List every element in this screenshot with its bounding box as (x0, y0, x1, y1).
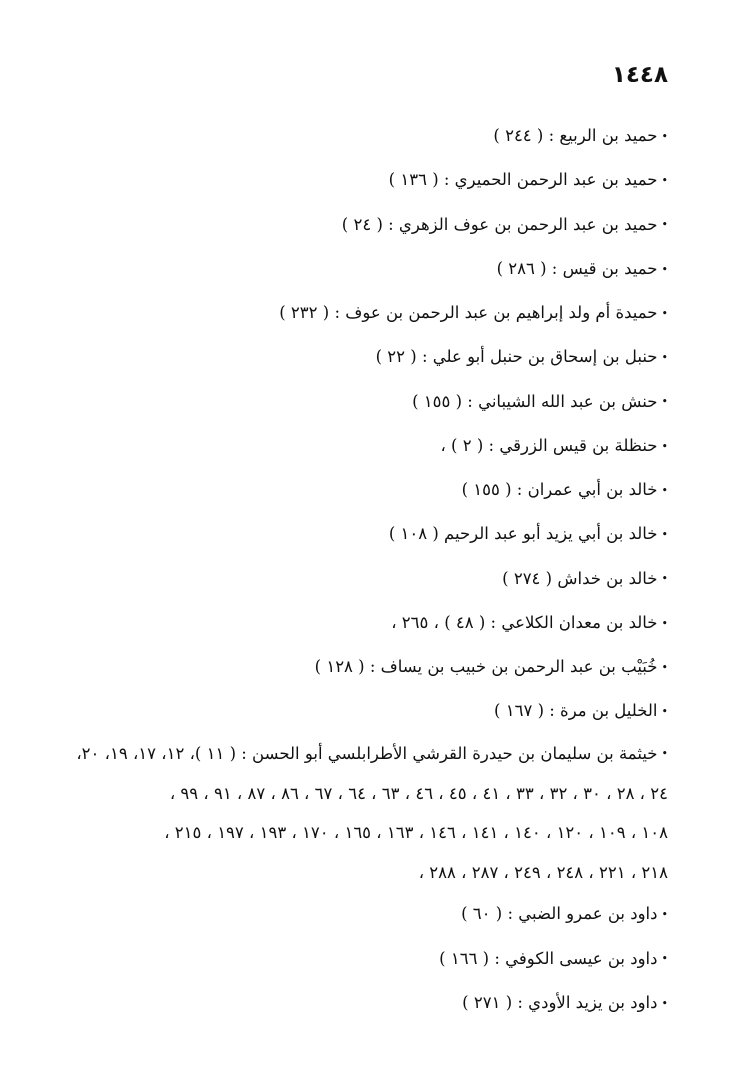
index-entry (78, 892, 668, 936)
bullet-icon: • (661, 306, 668, 320)
bullet-icon: • (661, 996, 668, 1010)
index-entry (78, 203, 668, 247)
index-entry (78, 557, 668, 601)
index-entry (78, 981, 668, 1025)
entry-text: داود بن يزيد الأودي : ( ٢٧١ ) (462, 992, 658, 1012)
entry-text: داود بن عمرو الضبي : ( ٦٠ ) (461, 904, 658, 924)
entry-text: داود بن عيسى الكوفي : ( ١٦٦ ) (439, 948, 658, 968)
entry-text: حميد بن الربيع : ( ٢٤٤ ) (493, 126, 658, 145)
entry-text: خيثمة بن سليمان بن حيدرة القرشي الأطرابلسي أبو الحسن : ( ١١ )، ١٢، ١٧، ١٩، ٢٠، (76, 743, 658, 763)
index-entry (78, 424, 668, 468)
entry-text: حميد بن قيس : ( ٢٨٦ ) (496, 258, 658, 278)
index-entry (78, 158, 668, 202)
entry-line: ٢٤ ، ٢٨ ، ٣٠ ، ٣٢ ، ٣٣ ، ٤١ ، ٤٥ ، ٤٦ ، ٦٣ ، ٦٤ ، ٦٧ ، ٨٦ ، ٨٧ ، ٩١ ، ٩٩ ، (169, 783, 668, 803)
index-entry-long (78, 734, 668, 893)
index-entry (78, 689, 668, 733)
bullet-icon: • (661, 174, 668, 187)
bullet-icon: • (661, 908, 668, 921)
entry-text: خالد بن خداش ( ٢٧٤ ) (502, 568, 658, 588)
bullet-icon: • (661, 129, 668, 143)
index-entry (78, 937, 668, 981)
entry-text: حميد بن عبد الرحمن بن عوف الزهري : ( ٢٤ ) (341, 214, 658, 234)
bullet-icon: • (661, 218, 668, 232)
bullet-icon: • (661, 616, 668, 630)
bullet-icon: • (661, 395, 668, 409)
page-number: ١٤٤٨ (611, 62, 668, 88)
entry-text: حميد بن عبد الرحمن الحميري : ( ١٣٦ ) (388, 170, 658, 190)
index-entry (78, 335, 668, 379)
index-entry (78, 291, 668, 335)
bullet-icon: • (661, 351, 668, 364)
index-entry (78, 512, 668, 556)
entry-text: الخليل بن مرة : ( ١٦٧ ) (494, 701, 658, 721)
entry-text: خالد بن أبي يزيد أبو عبد الرحيم ( ١٠٨ ) (388, 524, 658, 544)
bullet-icon: • (661, 952, 668, 966)
index-entry (78, 247, 668, 291)
name-index-list (78, 114, 668, 1025)
entry-text: خالد بن معدان الكلاعي : ( ٤٨ ) ، ٢٦٥ ، (391, 612, 658, 632)
bullet-icon: • (661, 705, 668, 718)
bullet-icon: • (661, 439, 668, 453)
entry-text: حنظلة بن قيس الزرقي : ( ٢ ) ، (440, 435, 658, 455)
entry-text: حنش بن عبد الله الشيباني : ( ١٥٥ ) (412, 391, 658, 411)
entry-text: خُبَيْب بن عبد الرحمن بن خبيب بن يساف : ( ١٢٨ ) (314, 657, 658, 676)
entry-line: ١٠٨ ، ١٠٩ ، ١٢٠ ، ١٤٠ ، ١٤١ ، ١٤٦ ، ١٦٣ ، ١٦٥ ، ١٧٠ ، ١٩٣ ، ١٩٧ ، ٢١٥ ، (164, 823, 668, 843)
entry-text: خالد بن أبي عمران : ( ١٥٥ ) (461, 480, 658, 499)
bullet-icon: • (661, 483, 668, 497)
bullet-icon: • (661, 262, 668, 276)
index-entry (78, 645, 668, 689)
bullet-icon: • (661, 660, 668, 674)
entry-text: حميدة أم ولد إبراهيم بن عبد الرحمن بن عوف : ( ٢٣٢ ) (279, 303, 658, 322)
index-entry (78, 468, 668, 512)
index-entry (78, 380, 668, 424)
bullet-icon: • (661, 747, 668, 761)
entry-text: حنبل بن إسحاق بن حنبل أبو علي : ( ٢٢ ) (375, 347, 658, 367)
index-entry (78, 601, 668, 645)
bullet-icon: • (661, 528, 668, 541)
bullet-icon: • (661, 572, 668, 586)
entry-line: ٢١٨ ، ٢٢١ ، ٢٤٨ ، ٢٤٩ ، ٢٨٧ ، ٢٨٨ ، (418, 862, 668, 882)
index-entry (78, 114, 668, 158)
entry-line (78, 734, 668, 774)
